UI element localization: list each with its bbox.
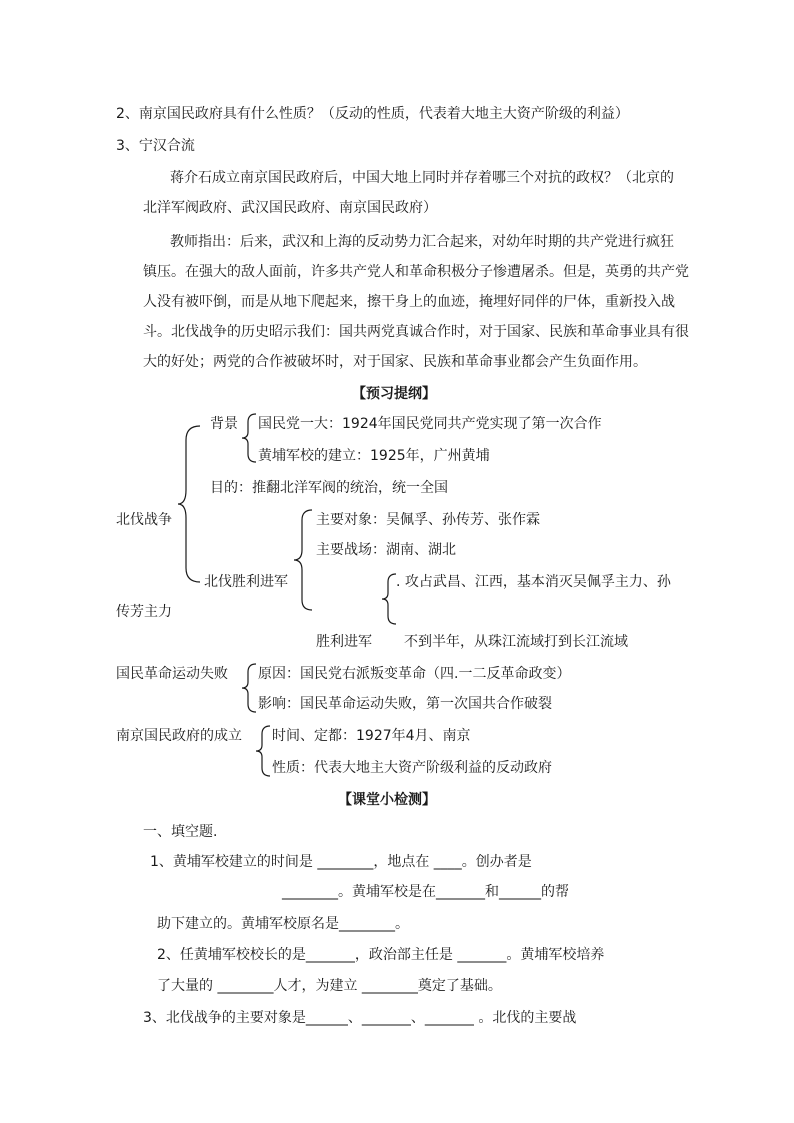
- outline-root: 北伐战争: [116, 512, 172, 528]
- question-2: 2、南京国民政府具有什么性质？（反动的性质，代表着大地主大资产阶级的利益）: [116, 106, 629, 122]
- paragraph-1-line-1: 蒋介石成立南京国民政府后，中国大地上同时并存着哪三个对抗的政权？（北京的: [170, 170, 674, 186]
- outline-title: 【预习提纲】: [352, 386, 436, 402]
- background-brace: [240, 412, 260, 464]
- capture-line-1: . 攻占武昌、江西，基本消灭吴佩孚主力、孙: [396, 574, 671, 590]
- background-item-2: 黄埔军校的建立：1925年，广州黄埔: [258, 448, 490, 464]
- failure-cause: 原因：国民党右派叛变革命（四.一二反革命政变）: [258, 666, 571, 682]
- question-3: 3、宁汉合流: [116, 138, 195, 154]
- quiz-q1-line-1: 1、黄埔军校建立的时间是 ________，地点在 ____。创办者是: [150, 854, 532, 870]
- nanjing-root: 南京国民政府的成立: [116, 728, 242, 744]
- main-brace: [176, 424, 206, 584]
- capture-line-2: 传芳主力: [116, 604, 172, 620]
- quiz-q2-line-2: 了大量的 ________人才，为建立 ________奠定了基础。: [157, 978, 502, 994]
- advance-label: 北伐胜利进军: [204, 574, 288, 590]
- quiz-section-label: 一、填空题.: [143, 824, 218, 840]
- nanjing-brace: [254, 724, 274, 778]
- failure-brace: [240, 662, 260, 714]
- victory-text: 不到半年，从珠江流域打到长江流域: [404, 634, 628, 650]
- victory-label: 胜利进军: [316, 634, 372, 650]
- main-target: 主要对象：吴佩孚、孙传芳、张作霖: [316, 512, 540, 528]
- quiz-q1-line-2: ________。黄埔军校是在_______和______的帮: [282, 884, 569, 900]
- background-label: 背景: [210, 416, 238, 432]
- background-item-1: 国民党一大：1924年国民党同共产党实现了第一次合作: [258, 416, 602, 432]
- failure-root: 国民革命运动失败: [116, 666, 228, 682]
- purpose-line: 目的：推翻北洋军阀的统治，统一全国: [210, 480, 448, 496]
- quiz-title: 【课堂小检测】: [338, 792, 436, 808]
- paragraph-2-line-1: 教师指出：后来，武汉和上海的反动势力汇合起来，对幼年时期的共产党进行疯狂: [170, 234, 674, 250]
- advance-brace: [292, 508, 316, 612]
- nanjing-nature: 性质：代表大地主大资产阶级利益的反动政府: [272, 760, 552, 776]
- paragraph-2-line-3: 人没有被吓倒，而是从地下爬起来，擦干身上的血迹，掩埋好同伴的尸体，重新投入战: [143, 294, 675, 310]
- nanjing-time: 时间、定都：1927年4月、南京: [272, 728, 471, 744]
- paragraph-1-line-2: 北洋军阀政府、武汉国民政府、南京国民政府）: [143, 200, 437, 216]
- quiz-q1-line-3: 助下建立的。黄埔军校原名是________。: [157, 916, 409, 932]
- main-battlefield: 主要战场：湖南、湖北: [316, 542, 456, 558]
- paragraph-2-line-5: 大的好处；两党的合作被破坏时，对于国家、民族和革命事业都会产生负面作用。: [143, 354, 647, 370]
- paragraph-2-line-2: 镇压。在强大的敌人面前，许多共产党人和革命积极分子惨遭屠杀。但是，英勇的共产党: [143, 264, 689, 280]
- paragraph-2-line-4: 斗。北伐战争的历史昭示我们：国共两党真诚合作时，对于国家、民族和革命事业具有很: [143, 324, 689, 340]
- quiz-q2-line-1: 2、任黄埔军校校长的是_______，政治部主任是 _______。黄埔军校培养: [157, 947, 605, 963]
- failure-effect: 影响：国民革命运动失败，第一次国共合作破裂: [258, 696, 552, 712]
- quiz-q3-line-1: 3、北伐战争的主要对象是______、_______、_______ 。北伐的主要战: [143, 1010, 577, 1026]
